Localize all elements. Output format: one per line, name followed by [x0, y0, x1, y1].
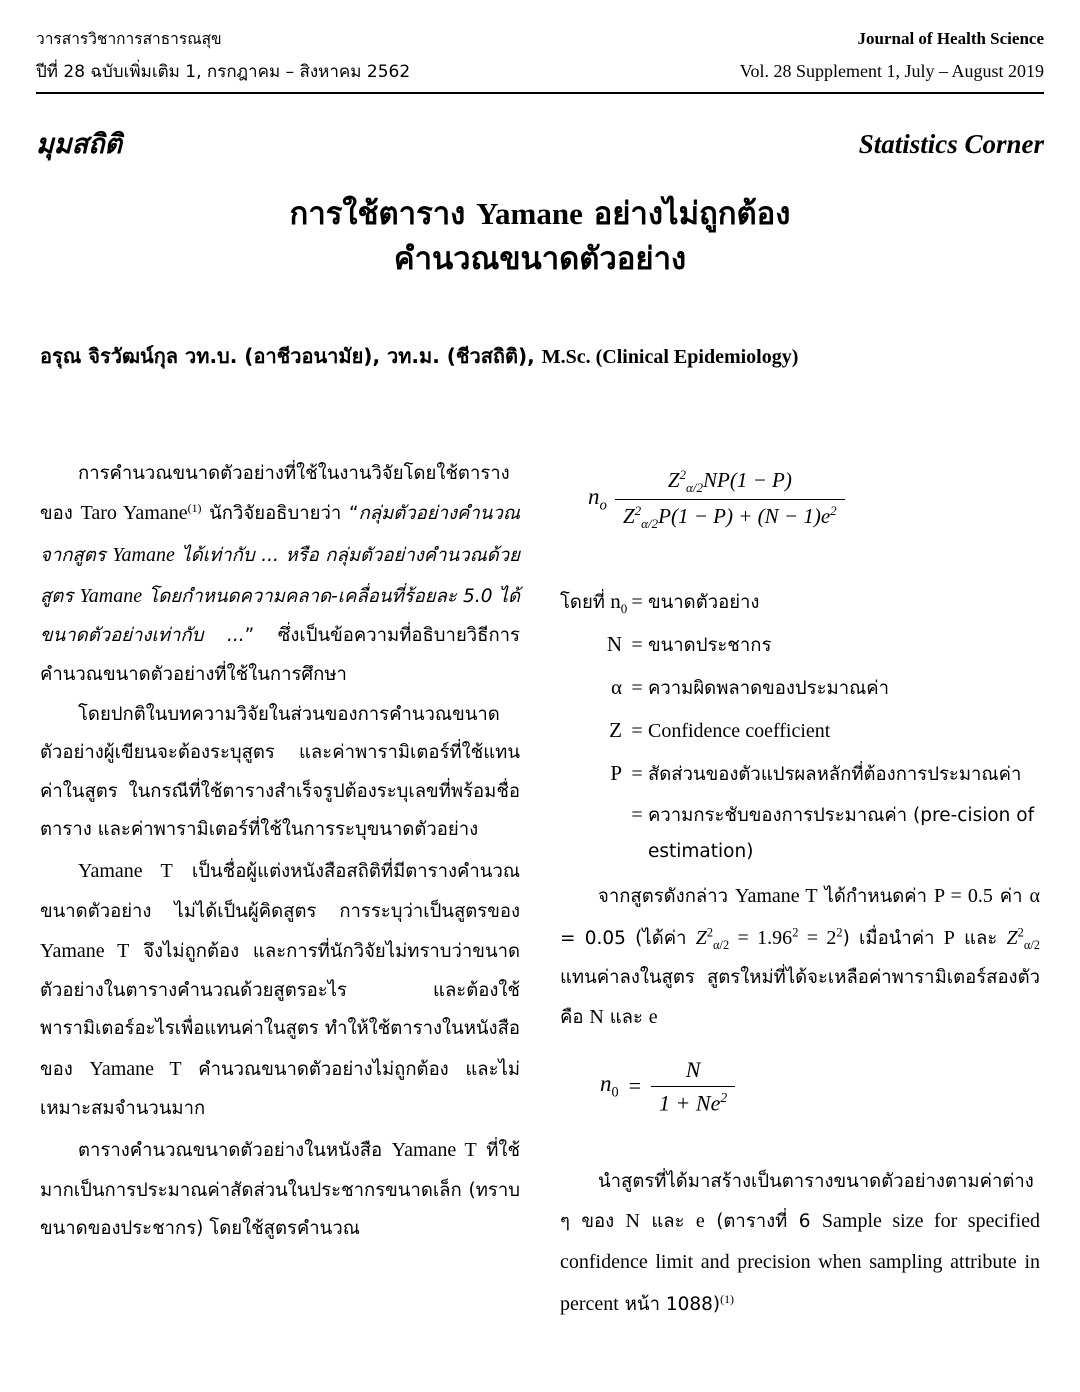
formula-1-fraction [615, 467, 845, 532]
p3-text-c: คำนวณขนาดตัวอย่างไม่ถูกต้อง และไม่เหมาะสมจำนวนมาก [40, 1058, 521, 1120]
p1-citation: (1) [187, 501, 202, 516]
definition-desc-n0: ขนาดตัวอย่าง [648, 592, 760, 613]
rp1-f: และ [954, 927, 1007, 949]
masthead-row-1 [36, 26, 1044, 51]
left-column [40, 455, 520, 1250]
definition-symbol-P: P [610, 761, 622, 785]
definition-eq-1: = [631, 591, 643, 613]
author-degree-en: M.Sc. (Clinical Epidemiology) [541, 346, 799, 368]
p4-text-a: ตารางคำนวณขนาดตัวอย่างในหนังสือ [78, 1140, 392, 1162]
rp2-N: N [625, 1209, 640, 1232]
p1-quote-2: ได้เท่ากับ ... หรือ กลุ่มตัวอย่างคำนวณด้วยสูตร [40, 544, 520, 608]
definition-eq-3: = [631, 677, 643, 699]
formula-2-denominator: $1 + Ne^2$ [651, 1086, 735, 1116]
rp1-z-expr-2: $Z^2_{\alpha/2}$ [1006, 924, 1040, 952]
formula-2-inner [600, 1057, 735, 1116]
definition-row-n0 [560, 581, 1040, 622]
definition-row-alpha [560, 667, 1040, 708]
definition-symbol-N: N [606, 632, 622, 656]
paragraph-1 [40, 455, 520, 694]
formula-2-lhs-symbol: n [600, 1070, 612, 1096]
formula-1-lhs-subscript: o [599, 497, 607, 514]
right-paragraph-2 [560, 1163, 1040, 1325]
rp2-e: e [695, 1209, 705, 1232]
p3-text-b: จึงไม่ถูกต้อง และการที่นักวิจัยไม่ทราบว่าขนาดตัวอย่างในตารางคำนวณด้วยสูตรอะไร และต้องใช้พารามิเตอร์อะไรเพื่อแทนค่าในสูตร ทำให้ใช้ตารางในหนังสือของ [40, 940, 521, 1080]
formula-2-lhs [600, 1071, 619, 1102]
rp1-d: = 0.05 (ได้ค่า [560, 927, 696, 949]
formula-sample-size-full [560, 461, 1040, 553]
definition-eq-5: = [631, 763, 643, 785]
p4-text-b: ที่ใช้มากเป็นการประมาณค่าสัดส่วนในประชากรขนาดเล็ก (ทราบขนาดของประชากร) โดยใช้สูตรคำนวณ [40, 1140, 521, 1240]
rp1-e-param: e [648, 1006, 658, 1029]
rp1-e: ) เมื่อนำค่า [842, 927, 944, 949]
p1-quote-en-1: Yamane [112, 543, 175, 566]
formula-2-fraction [651, 1057, 735, 1116]
p1-quote-en-2: Yamane [79, 585, 143, 608]
rp2-a: นำสูตรที่ได้มาสร้างเป็นตารางขนาดตัวอย่างตามค่าต่าง ๆ ของ [560, 1170, 1034, 1232]
definition-desc-Z-text: Confidence coefficient [648, 720, 831, 742]
p3-yamane-2: Yamane T [40, 939, 130, 962]
right-paragraph-1 [560, 876, 1040, 1038]
definition-symbol-Z: Z [609, 718, 622, 742]
rp2-c: (ตารางที่ 6 [704, 1210, 822, 1232]
p1-text-b: นักวิจัยอธิบายว่า “ [201, 503, 359, 525]
rp1-N: N [589, 1006, 604, 1029]
paragraph-2: โดยปกติในบทความวิจัยในส่วนของการคำนวณขนาดตัวอย่างผู้เขียนจะต้องระบุสูตร และค่าพารามิเตอร์ที่ใช้แทนค่าในสูตร ในกรณีที่ใช้ตารางสำเร็จรูปต้องระบุเลขที่พร้อมชื่อตาราง และค่าพารามิเตอร์ที่ใช้ในการระบุขนาดตัวอย่าง [40, 704, 520, 840]
rp1-a: จากสูตรดังกล่าว [598, 886, 735, 908]
masthead-row-2 [36, 51, 1044, 85]
paragraph-3 [40, 851, 520, 1128]
paragraph-4 [40, 1130, 520, 1248]
definition-row-e [560, 796, 1040, 870]
formula-1-numerator: $Z^2_{\alpha/2}NP(1 - P)$ [667, 467, 792, 496]
rp1-b: ได้กำหนดค่า [817, 886, 935, 908]
formula-2-lhs-subscript: 0 [611, 1084, 619, 1101]
rp1-P: P [943, 926, 955, 949]
formula-2-equals: = [628, 1073, 642, 1099]
definition-row-P [560, 753, 1040, 794]
p3-yamane-3: Yamane T [89, 1057, 182, 1080]
section-header [36, 122, 1044, 165]
right-column [560, 455, 1040, 1327]
definition-desc-e: ความกระชับของการประมาณค่า (pre-cision of estimation) [648, 805, 1035, 863]
definition-row-N [560, 624, 1040, 665]
p1-yamane: Taro Yamane [80, 502, 188, 525]
definition-eq-6: = [631, 804, 643, 826]
rp1-g: แทนค่าลงในสูตร สูตรใหม่ที่ได้จะเหลือค่าพารามิเตอร์สองตัว คือ [560, 966, 1040, 1029]
p1-quote-1: กลุ่มตัวอย่างคำนวณจากสูตร [40, 503, 520, 566]
rp1-alpha: α [1029, 885, 1040, 908]
header-divider [36, 92, 1044, 94]
page-title [36, 192, 1044, 282]
definition-desc-N: ขนาดประชากร [648, 635, 772, 656]
definition-desc-alpha: ความผิดพลาดของประมาณค่า [648, 678, 890, 699]
formula-1-lhs [588, 484, 607, 515]
rp1-c: ค่า [992, 886, 1030, 908]
formula-2-numerator: N [685, 1056, 701, 1082]
formula-1-inner [588, 467, 845, 532]
rp2-citation: (1) [720, 1291, 734, 1306]
rp1-P-value: P = 0.5 [934, 885, 993, 908]
formula-1-denominator: $Z^2_{\alpha/2}P(1 - P) + (N - 1)e^2$ [615, 499, 845, 532]
p3-text-a: เป็นชื่อผู้แต่งหนังสือสถิติที่มีตารางคำนวณขนาดตัวอย่าง ไม่ได้เป็นผู้คิดสูตร การระบุว่าเป็นสูตรของ [40, 861, 521, 922]
title-line1-en: Yamane [476, 196, 583, 231]
formula-1-lhs-symbol: n [588, 484, 600, 510]
journal-name-th: วารสารวิชาการสาธารณสุข [36, 30, 222, 48]
definition-eq-4: = [631, 720, 643, 742]
where-intro: โดยที่ [560, 592, 605, 613]
issue-info-en: Vol. 28 Supplement 1, July – August 2019 [739, 61, 1044, 81]
rp1-h: และ [603, 1007, 649, 1029]
definition-eq-2: = [631, 634, 643, 656]
article-title-line2: คำนวณขนาดตัวอย่าง [393, 240, 687, 277]
definition-desc-Z [648, 712, 1040, 751]
article-title-line1 [36, 192, 1044, 237]
definition-row-Z [560, 710, 1040, 751]
definition-symbol-alpha: α [610, 675, 622, 699]
author-name-th: อรุณ จิรวัฒน์กุล วท.บ. (อาชีวอนามัย), วท.ม. (ชีวสถิติ), [40, 344, 542, 368]
p4-yamane: Yamane T [391, 1139, 477, 1162]
rp1-z-expr: $Z^2_{\alpha/2} = 1.96^2 = 2^2$ [695, 924, 843, 952]
rp2-b: และ [639, 1210, 696, 1232]
title-line1-part2: อย่างไม่ถูกต้อง [582, 196, 791, 232]
formula-sample-size-simplified [560, 1053, 1040, 1145]
p1-quote-3: โดยกำหนดความคลาด-เคลื่อนที่ร้อยละ 5.0 ได้ขนาดตัวอย่างเท่ากับ ... [40, 586, 520, 647]
rp1-yamane: Yamane T [735, 885, 818, 908]
author-line [40, 340, 1048, 372]
p3-yamane-1: Yamane T [78, 860, 173, 883]
issue-info-th: ปีที่ 28 ฉบับเพิ่มเติม 1, กรกฎาคม – สิงหาคม 2562 [36, 62, 411, 82]
journal-name-en: Journal of Health Science [857, 29, 1044, 48]
definitions-list [560, 581, 1040, 870]
rp2-table-title-en: Sample size for specified confidence limit and precision when sampling attribute in percent [560, 1209, 1040, 1315]
definition-desc-P: สัดส่วนของตัวแปรผลหลักที่ต้องการประมาณค่า [648, 764, 1022, 785]
p1-text-c: ” ซึ่งเป็นข้อความที่อธิบายวิธีการคำนวณขนาดตัวอย่างที่ใช้ในการศึกษา [40, 625, 520, 685]
section-title-th: มุมสถิติ [36, 129, 122, 160]
p1-text-a: การคำนวณขนาดตัวอย่างที่ใช้ในงานวิจัยโดยใช้ตารางของ [40, 463, 510, 525]
masthead [36, 26, 1044, 94]
definition-symbol-n0: โดยที่ $n_0$ [560, 589, 628, 617]
rp2-d: หน้า 1088) [618, 1293, 721, 1315]
title-line1-part1: การใช้ตาราง [289, 196, 477, 232]
section-title-en: Statistics Corner [858, 129, 1044, 159]
